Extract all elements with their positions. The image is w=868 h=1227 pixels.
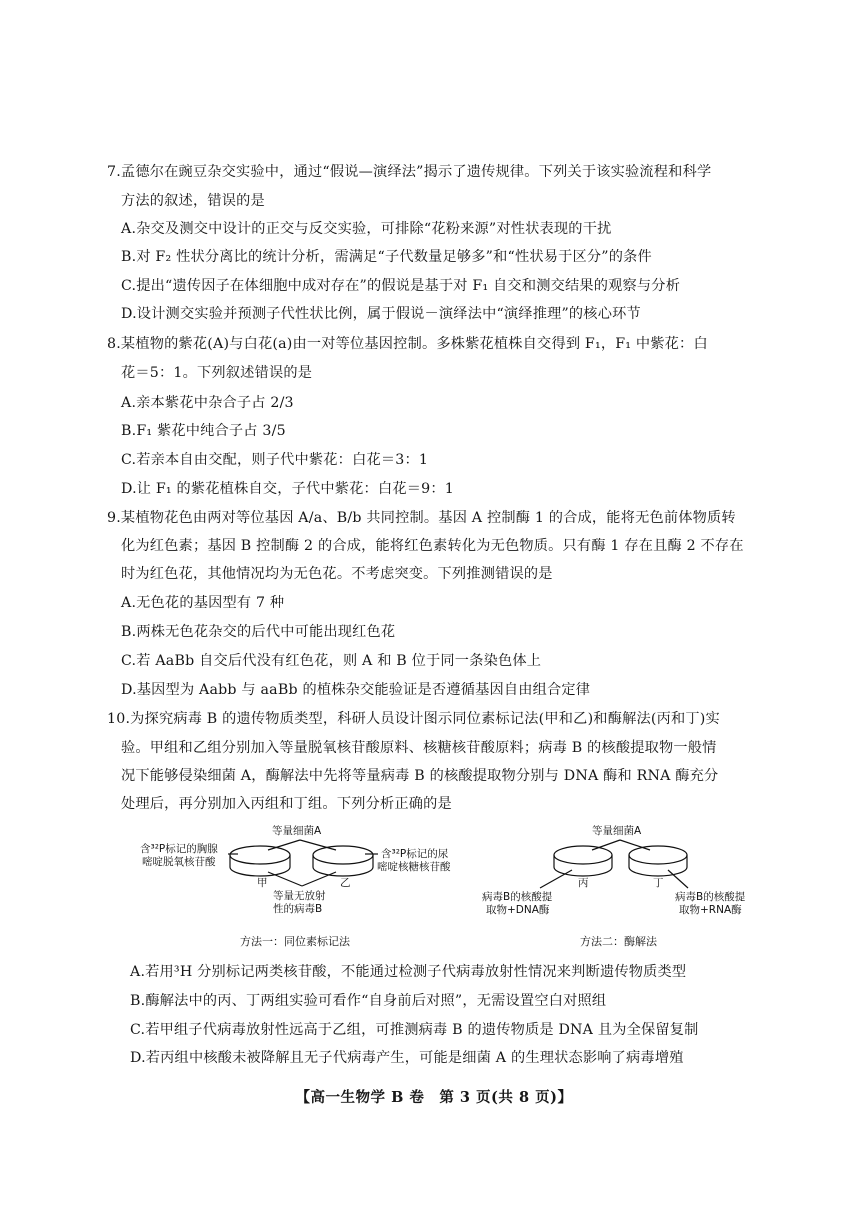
m1-left-label-2: 嘧啶脱氧核苷酸	[142, 856, 216, 868]
q8-option-c: C.若亲本自由交配，则子代中紫花：白花＝3：1	[121, 452, 429, 468]
q9-option-d: D.基因型为 Aabb 与 aaBb 的植株杂交能验证是否遵循基因自由组合定律	[121, 682, 591, 698]
m1-caption: 方法一：同位素标记法	[240, 935, 350, 948]
q7-option-c: C.提出“遗传因子在体细胞中成对存在”的假说是基于对 F₁ 自交和测交结果的观察与分析	[121, 278, 681, 294]
q9-option-a: A.无色花的基因型有 7 种	[121, 595, 285, 611]
q8-option-a: A.亲本紫花中杂合子占 2/3	[121, 395, 294, 411]
m2-ding-label: 丁	[653, 877, 664, 889]
m2-right-label-2: 取物+RNA酶	[679, 904, 742, 916]
m1-bottom-label-2: 性的病毒B	[273, 903, 323, 915]
petri-dish-ding	[629, 846, 687, 876]
q8-option-b: B.F₁ 紫花中纯合子占 3/5	[121, 423, 286, 439]
m2-left-label-2: 取物+DNA酶	[486, 904, 550, 916]
q10-option-d: D.若丙组中核酸未被降解且无子代病毒产生，可能是细菌 A 的生理状态影响了病毒增殖	[130, 1050, 684, 1066]
m1-right-label-1: 含³²P标记的尿	[381, 848, 449, 860]
q9-stem-line-1: 9.某植物花色由两对等位基因 A/a、B/b 共同控制。基因 A 控制酶 1 的合成，能将无色前体物质转	[107, 510, 736, 526]
q8-stem-line-1: 8.某植物的紫花(A)与白花(a)由一对等位基因控制。多株紫花植株自交得到 F₁，F₁ 中紫花：白	[107, 336, 708, 352]
q10-option-b: B.酶解法中的丙、丁两组实验可看作“自身前后对照”，无需设置空白对照组	[130, 993, 607, 1009]
m1-yi-label: 乙	[340, 877, 351, 889]
q10-option-a: A.若用³H 分别标记两类核苷酸，不能通过检测子代病毒放射性情况来判断遗传物质类型	[130, 964, 687, 980]
experiment-diagram	[140, 820, 780, 950]
petri-dish-yi	[313, 846, 373, 876]
m1-left-label-1: 含³²P标记的胸腺	[140, 843, 218, 855]
q7-option-a: A.杂交及测交中设计的正交与反交实验，可排除“花粉来源”对性状表现的干扰	[121, 221, 612, 237]
q7-option-d: D.设计测交实验并预测子代性状比例，属于假说－演绎法中“演绎推理”的核心环节	[121, 306, 641, 322]
m2-top-label: 等量细菌A	[592, 825, 642, 837]
q10-stem-line-4: 处理后，再分别加入丙组和丁组。下列分析正确的是	[121, 796, 452, 812]
q7-option-b: B.对 F₂ 性状分离比的统计分析，需满足“子代数量足够多”和“性状易于区分”的条件	[121, 249, 652, 265]
m1-top-label: 等量细菌A	[272, 825, 322, 837]
petri-dish-jia	[230, 846, 290, 876]
q7-stem-line-2: 方法的叙述，错误的是	[121, 193, 265, 209]
leader-line	[620, 840, 650, 850]
q10-option-c: C.若甲组子代病毒放射性远高于乙组，可推测病毒 B 的遗传物质是 DNA 且为全保留复制	[130, 1022, 699, 1038]
m2-right-label-1: 病毒B的核酸提	[675, 891, 746, 903]
leader-line	[302, 872, 336, 886]
q8-option-d: D.让 F₁ 的紫花植株自交，子代中紫花：白花＝9：1	[121, 481, 454, 497]
petri-dish-bing	[554, 846, 612, 876]
q10-stem-line-3: 况下能够侵染细菌 A，酶解法中先将等量病毒 B 的核酸提取物分别与 DNA 酶和 RNA 酶充分	[121, 768, 719, 784]
m2-caption: 方法二：酶解法	[580, 935, 657, 948]
m1-jia-label: 甲	[257, 877, 268, 889]
m1-bottom-label-1: 等量无放射	[273, 890, 326, 902]
q10-stem-line-2: 验。甲组和乙组分别加入等量脱氧核苷酸原料、核糖核苷酸原料；病毒 B 的核酸提取物一般情	[121, 740, 717, 756]
leader-line	[592, 840, 620, 850]
q10-stem-line-1: 10.为探究病毒 B 的遗传物质类型，科研人员设计图示同位素标记法(甲和乙)和酶解法(丙和丁)实	[107, 711, 720, 727]
leader-line	[268, 840, 300, 850]
q7-stem-line-1: 7.孟德尔在豌豆杂交实验中，通过“假说—演绎法”揭示了遗传规律。下列关于该实验流程和科学	[107, 164, 712, 180]
q9-stem-line-3: 时为红色花，其他情况均为无色花。不考虑突变。下列推测错误的是	[121, 566, 553, 582]
petri-dish-drawings	[140, 820, 780, 950]
q9-stem-line-2: 化为红色素；基因 B 控制酶 2 的合成，能将红色素转化为无色物质。只有酶 1 存在且酶 2 不存在	[121, 538, 744, 554]
m2-left-label-1: 病毒B的核酸提	[482, 891, 553, 903]
page-footer: 【高一生物学 B 卷 第 3 页(共 8 页)】	[295, 1089, 573, 1106]
leader-line	[268, 872, 302, 886]
m1-right-label-2: 嘧啶核糖核苷酸	[377, 861, 451, 873]
leader-line	[540, 870, 572, 888]
q9-option-c: C.若 AaBb 自交后代没有红色花，则 A 和 B 位于同一条染色体上	[121, 653, 542, 669]
leader-line	[300, 840, 336, 850]
q8-stem-line-2: 花＝5：1。下列叙述错误的是	[121, 365, 313, 381]
m2-bing-label: 丙	[578, 877, 589, 889]
leader-line	[668, 870, 688, 888]
q9-option-b: B.两株无色花杂交的后代中可能出现红色花	[121, 624, 396, 640]
